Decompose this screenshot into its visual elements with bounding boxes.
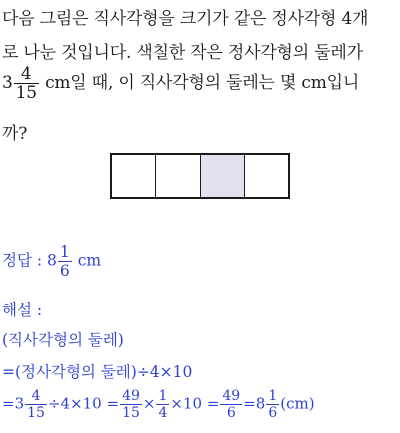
shaded-square bbox=[201, 155, 245, 197]
explanation-step-2: =(정사각형의 둘레)÷4×10 bbox=[2, 363, 193, 381]
fraction-denominator: 15 bbox=[27, 405, 45, 421]
fraction-numerator: 1 bbox=[158, 388, 168, 404]
perimeter-whole: 3 bbox=[2, 73, 13, 93]
explanation-label: 해설 : bbox=[2, 301, 43, 319]
fraction-denominator: 4 bbox=[158, 405, 168, 421]
step3-part-2: ÷4×10 = bbox=[47, 394, 120, 413]
explanation-step-3 bbox=[2, 388, 315, 421]
answer-denominator: 6 bbox=[59, 262, 70, 280]
answer-unit: cm bbox=[72, 251, 102, 270]
fraction-denominator: 15 bbox=[122, 405, 140, 421]
fraction-numerator: 49 bbox=[222, 388, 241, 404]
answer-line bbox=[2, 243, 101, 280]
answer-numerator: 1 bbox=[59, 243, 70, 261]
square-4 bbox=[245, 155, 288, 197]
perimeter-denominator: 15 bbox=[15, 83, 37, 103]
rectangle-figure bbox=[110, 153, 290, 199]
square-1 bbox=[112, 155, 156, 197]
question-line-3 bbox=[2, 65, 359, 102]
fraction-numerator: 4 bbox=[25, 388, 47, 405]
answer-label: 정답 : bbox=[2, 251, 48, 270]
fraction-denominator: 6 bbox=[268, 405, 278, 421]
fraction-numerator: 1 bbox=[268, 388, 278, 404]
step3-fraction-2 bbox=[120, 388, 142, 421]
step3-fraction-3 bbox=[156, 388, 169, 421]
question-line-3-rest: cm일 때, 이 직사각형의 둘레는 몇 cm입니 bbox=[39, 73, 360, 93]
step3-fraction-4 bbox=[220, 388, 242, 421]
question-line-1: 다음 그림은 직사각형을 크기가 같은 정사각형 4개 bbox=[2, 9, 369, 29]
step3-part-6: (cm) bbox=[280, 394, 315, 413]
step3-part-1: =3 bbox=[2, 394, 25, 413]
step3-part-4: ×10 = bbox=[170, 394, 220, 413]
explanation-step-1: (직사각형의 둘레) bbox=[2, 331, 124, 349]
step3-fraction-1 bbox=[25, 388, 47, 421]
perimeter-numerator: 4 bbox=[14, 65, 39, 84]
answer-whole: 8 bbox=[47, 251, 57, 270]
step3-part-5: =8 bbox=[243, 394, 266, 413]
question-line-2: 로 나눈 것입니다. 색칠한 작은 정사각형의 둘레가 bbox=[2, 43, 363, 63]
question-line-4: 까? bbox=[2, 124, 28, 144]
square-2 bbox=[156, 155, 200, 197]
fraction-numerator: 49 bbox=[122, 388, 140, 404]
fraction-denominator: 6 bbox=[226, 405, 236, 421]
answer-fraction bbox=[58, 243, 72, 280]
perimeter-fraction bbox=[14, 65, 39, 102]
step3-part-3: × bbox=[142, 394, 156, 413]
step3-fraction-5 bbox=[266, 388, 279, 421]
